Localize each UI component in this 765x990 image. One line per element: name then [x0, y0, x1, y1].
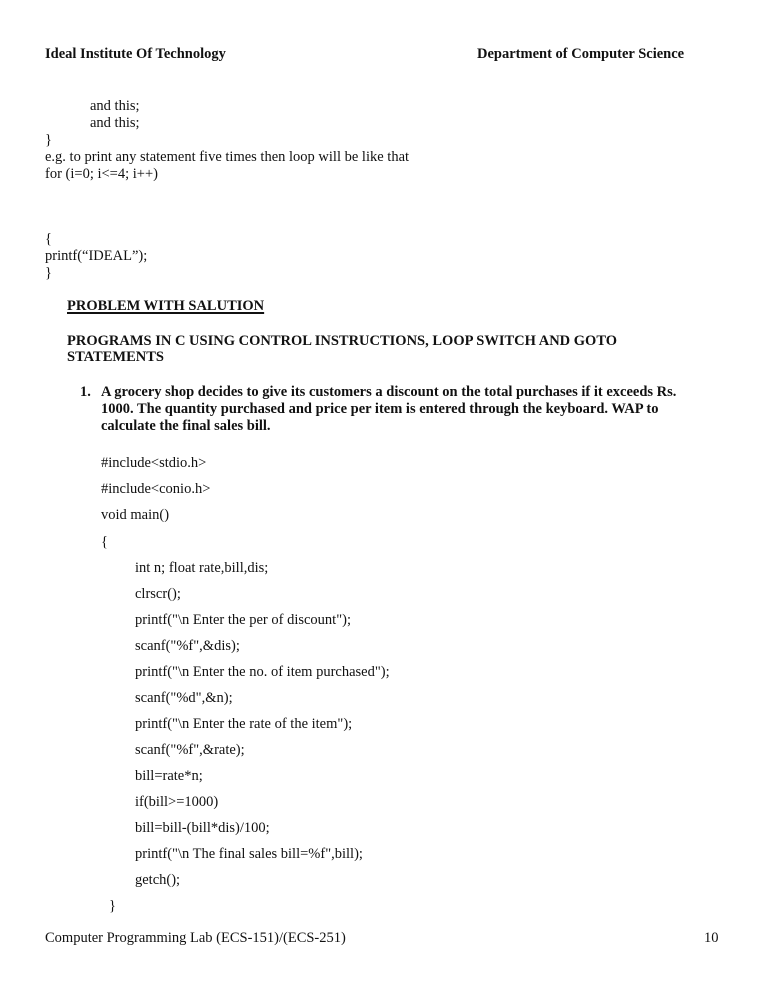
code-line: scanf("%f",&dis); [135, 638, 240, 654]
code-line: void main() [101, 507, 170, 523]
code-line: } [109, 898, 116, 914]
problem-number: 1. [80, 384, 91, 400]
code-line: printf("\n Enter the rate of the item"); [135, 716, 353, 732]
header-department: Department of Computer Science [477, 46, 685, 62]
header-institute: Ideal Institute Of Technology [45, 46, 226, 62]
example-line: { [45, 231, 52, 247]
footer-course: Computer Programming Lab (ECS-151)/(ECS-251) [45, 930, 346, 946]
code-line: if(bill>=1000) [135, 794, 219, 810]
intro-line: and this; [90, 98, 140, 114]
code-line: bill=rate*n; [135, 768, 203, 784]
intro-line: and this; [90, 115, 140, 131]
code-line: printf("\n The final sales bill=%f",bill); [135, 846, 363, 862]
code-line: { [101, 534, 108, 550]
code-line: #include<stdio.h> [101, 455, 207, 471]
page-number: 10 [704, 930, 719, 946]
intro-line: e.g. to print any statement five times then loop will be like that [45, 149, 410, 165]
code-line: scanf("%f",&rate); [135, 742, 245, 758]
code-line: printf("\n Enter the per of discount"); [135, 612, 351, 628]
subheading-line: PROGRAMS IN C USING CONTROL INSTRUCTIONS, LOOP SWITCH AND GOTO [67, 333, 618, 349]
code-line: scanf("%d",&n); [135, 690, 233, 706]
intro-line: for (i=0; i<=4; i++) [45, 166, 158, 182]
problem-line: 1000. The quantity purchased and price per item is entered through the keyboard. WAP to [101, 401, 659, 417]
intro-line: } [45, 132, 52, 148]
code-line: printf("\n Enter the no. of item purchased"); [135, 664, 390, 680]
code-line: getch(); [135, 872, 181, 888]
problem-line: A grocery shop decides to give its customers a discount on the total purchases if it exceeds Rs. [101, 384, 677, 400]
example-line: } [45, 265, 52, 281]
example-line: printf(“IDEAL”); [45, 248, 148, 264]
code-line: clrscr(); [135, 586, 181, 602]
problem-line: calculate the final sales bill. [101, 418, 271, 434]
code-line: #include<conio.h> [101, 481, 211, 497]
code-line: int n; float rate,bill,dis; [135, 560, 269, 576]
code-line: bill=bill-(bill*dis)/100; [135, 820, 270, 836]
subheading-line: STATEMENTS [67, 349, 164, 365]
section-heading: PROBLEM WITH SALUTION [67, 298, 265, 314]
